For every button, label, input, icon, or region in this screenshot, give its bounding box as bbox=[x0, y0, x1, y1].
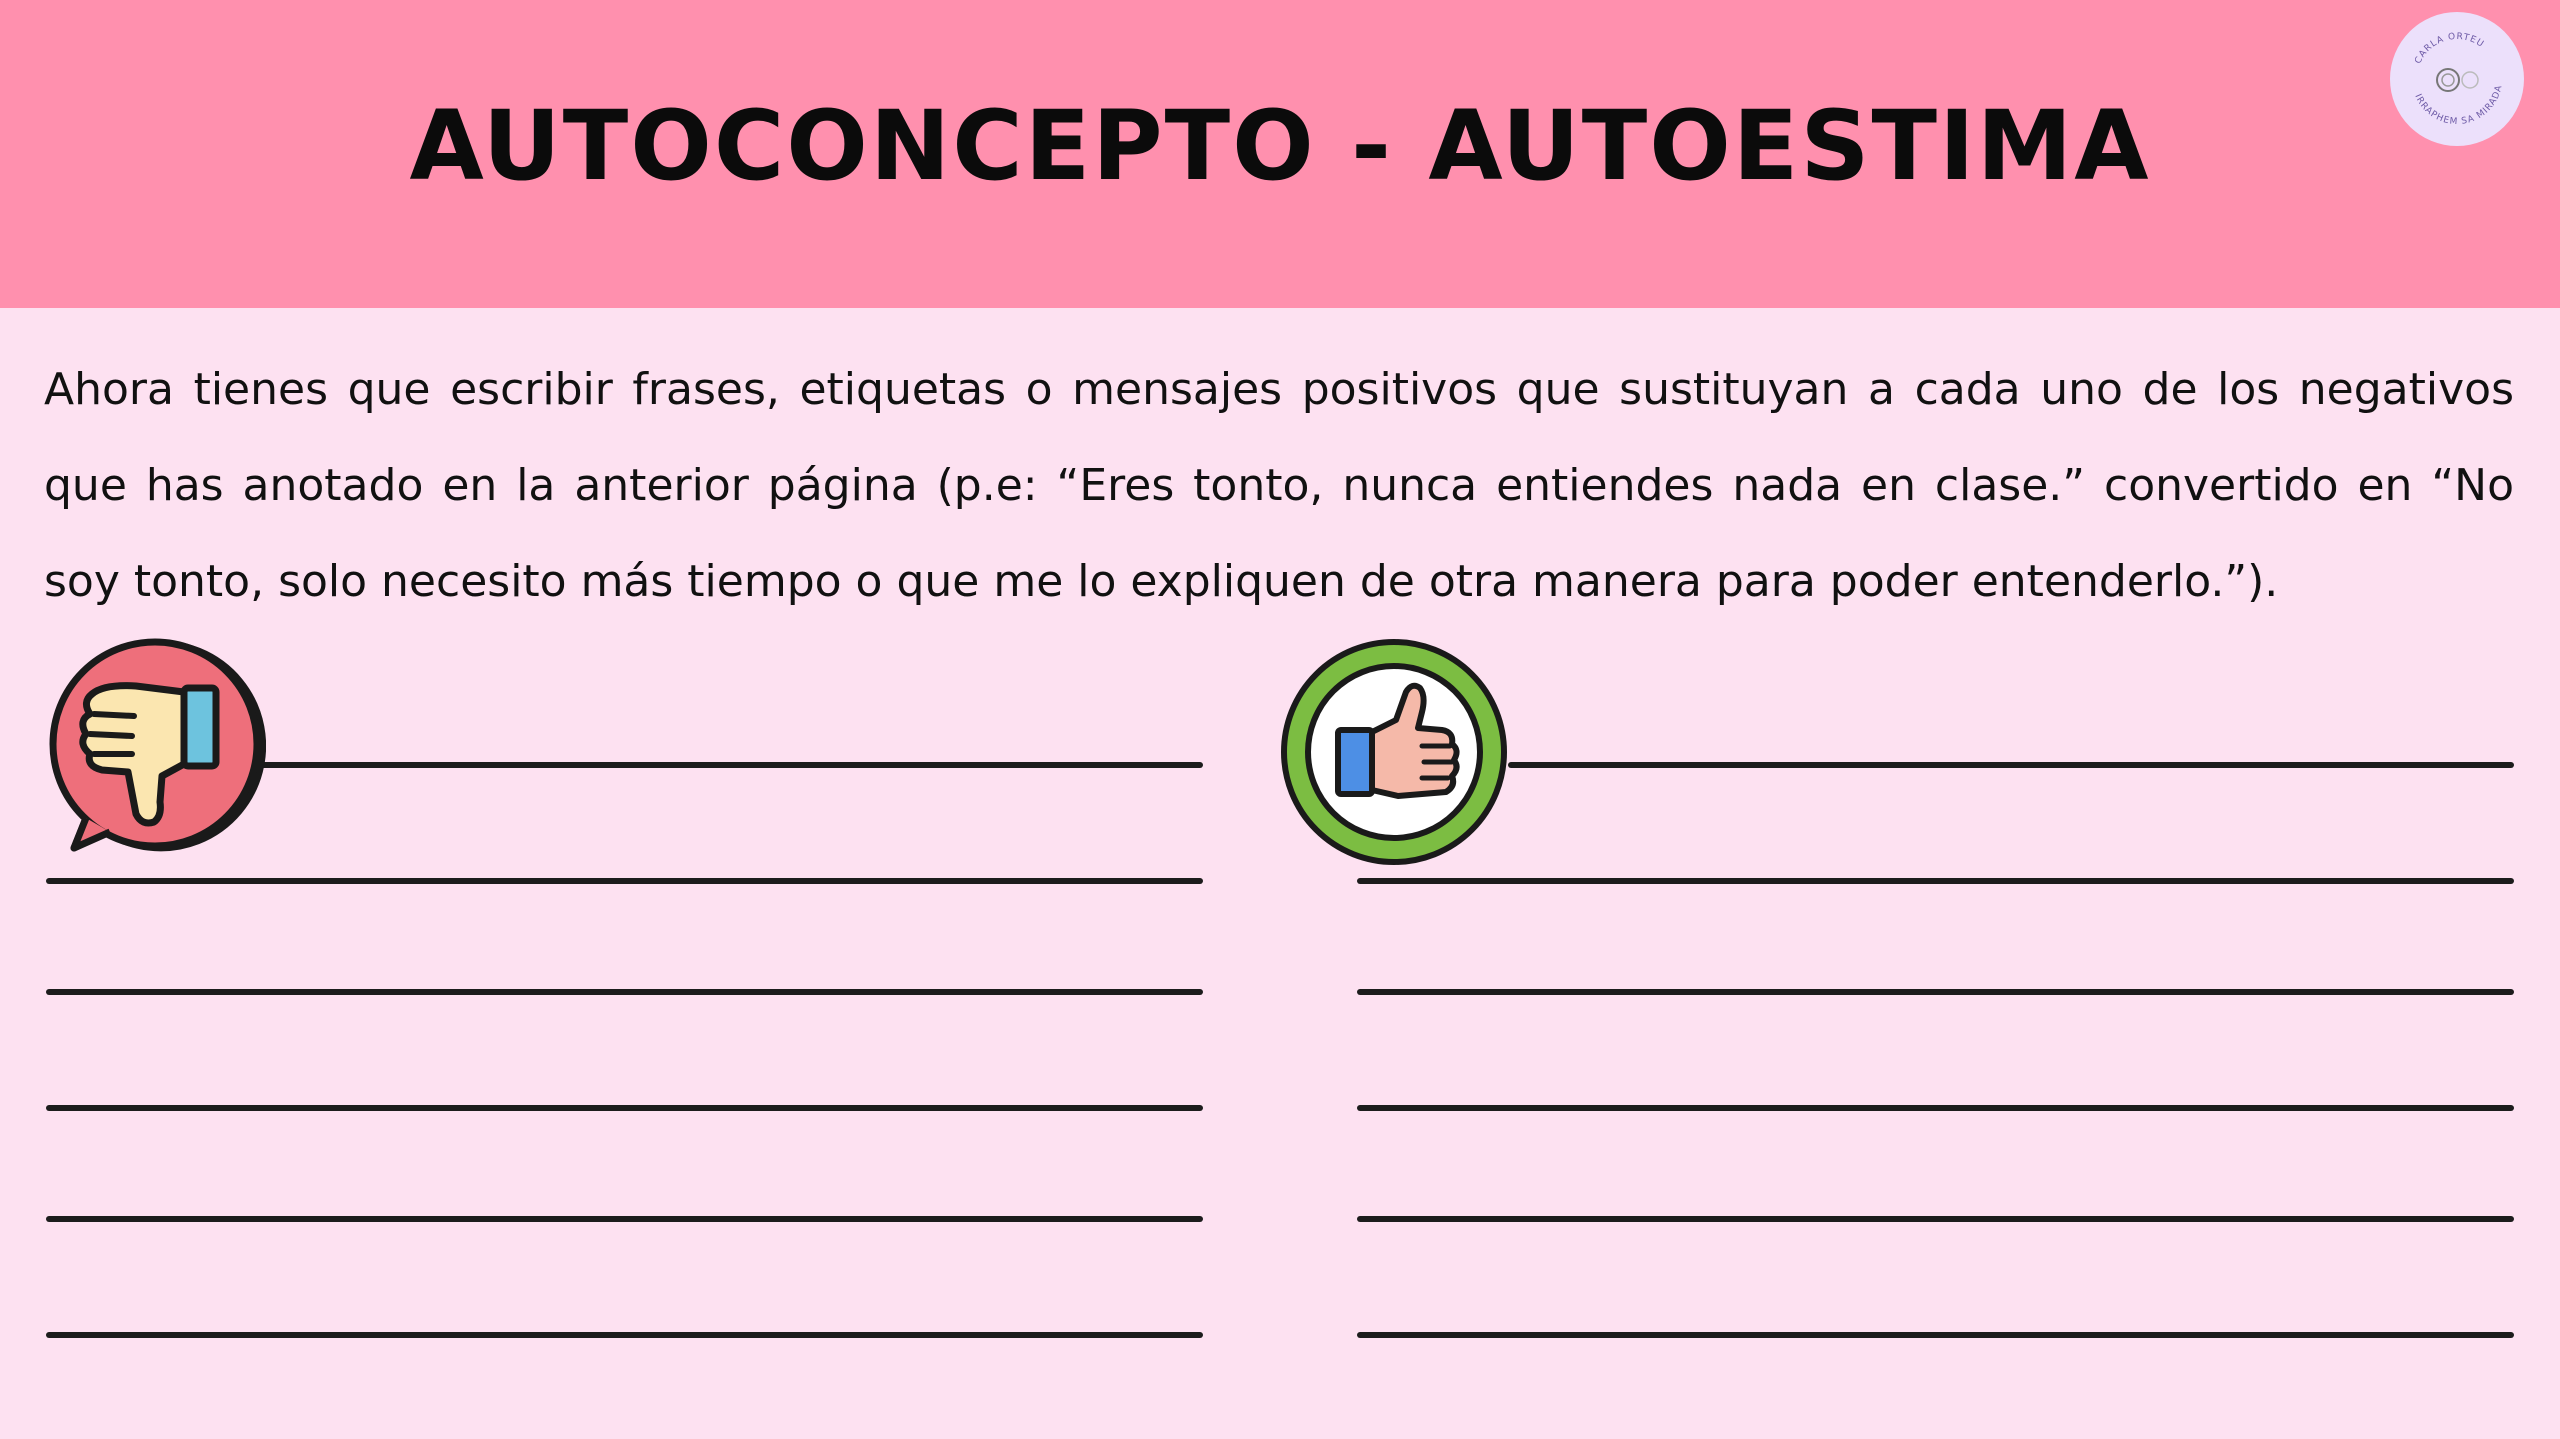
logo-bottom-text: IRRAPHEM SA MIRADA bbox=[2412, 83, 2505, 128]
thumbs-down-icon bbox=[44, 636, 266, 858]
thumbs-up-icon bbox=[1278, 636, 1510, 868]
writing-line[interactable] bbox=[1357, 1216, 2514, 1222]
writing-line[interactable] bbox=[46, 1105, 1203, 1111]
author-logo bbox=[2390, 12, 2524, 146]
writing-line[interactable] bbox=[1357, 989, 2514, 995]
writing-line[interactable] bbox=[46, 1216, 1203, 1222]
writing-line[interactable] bbox=[255, 762, 1203, 768]
writing-line[interactable] bbox=[46, 1332, 1203, 1338]
instructions-text: Ahora tienes que escribir frases, etiquetas o mensajes positivos que sustituyan a cada uno de los negativos que has anotado en la anterior página (p.e: “Eres tonto, nunca entiendes nada en clase.” convertido en “No soy tonto, solo necesito más tiempo o que me lo expliquen de otra manera para poder entenderlo.”). bbox=[44, 364, 2514, 607]
page-title: AUTOCONCEPTO - AUTOESTIMA bbox=[409, 90, 2151, 202]
writing-line[interactable] bbox=[46, 878, 1203, 884]
writing-line[interactable] bbox=[1357, 1332, 2514, 1338]
logo-top-text: CARLA ORTEU bbox=[2413, 31, 2486, 66]
writing-line[interactable] bbox=[46, 989, 1203, 995]
writing-line[interactable] bbox=[1508, 762, 2514, 768]
writing-line[interactable] bbox=[1357, 878, 2514, 884]
writing-line[interactable] bbox=[1357, 1105, 2514, 1111]
